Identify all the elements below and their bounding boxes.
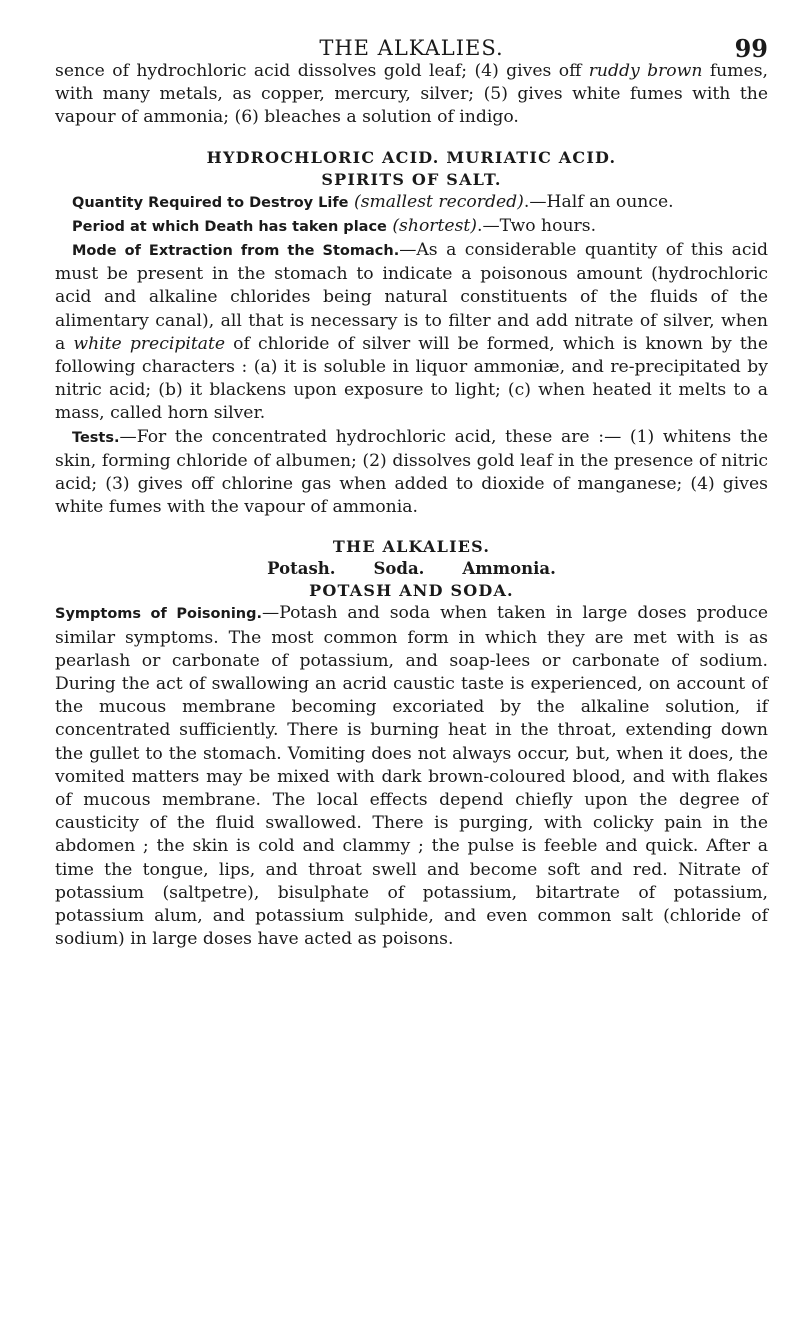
continued-paragraph (55, 60, 768, 130)
period-qualifier: (shortest) (392, 215, 478, 236)
alkali-item: Soda. (373, 559, 425, 579)
quantity-label: Quantity Required to Destroy Life (72, 194, 349, 211)
alkalies-section (55, 536, 768, 602)
period-label: Period at which Death has taken place (72, 218, 387, 235)
symptoms-paragraph (55, 602, 768, 951)
period-paragraph (55, 215, 768, 239)
symptoms-label: Symptoms of Poisoning. (55, 606, 263, 623)
section-subheading-spirits: SPIRITS OF SALT. (321, 169, 502, 189)
section-subheading-potash-soda: POTASH AND SODA. (309, 581, 514, 601)
period-text: .—Two hours. (477, 215, 597, 236)
extraction-text-1: —As a considerable quantity of this acid must be present in the stomach to indicate a poisonous amount (hydrochloric acid and alkaline chlorides being natural constituents of the fluids of the alimentary canal), all that is necessary is to filter and add nitrate of silver, when a (55, 240, 768, 354)
quantity-paragraph (55, 191, 768, 215)
tests-label: Tests. (72, 429, 120, 446)
paragraph-text-pre: sence of hydrochloric acid dissolves gold leaf; (4) gives off (55, 61, 589, 81)
tests-paragraph (55, 426, 768, 520)
tests-text: —For the concentrated hydrochloric acid, these are :— (1) whitens the skin, forming chloride of albumen; (2) dissolves gold leaf in the presence of nitric acid; (3) gives off chlorine gas when added to dioxide of manganese; (4) gives white fumes with the vapour of ammonia. (55, 426, 768, 518)
extraction-text-2: of chloride of silver will be formed, which is known by the following characters : (a) it is soluble in liquor ammoniæ, and re-precipitated by nitric acid; (b) it blackens upon exposure to light; (c) when heated it melts to a mass, called horn silver. (55, 333, 768, 424)
alkali-item: Ammonia. (462, 559, 556, 579)
alkali-item: Potash. (267, 559, 336, 579)
quantity-qualifier: (smallest recorded) (353, 191, 524, 212)
quantity-text: .—Half an ounce. (523, 191, 674, 212)
paragraph-emphasis: ruddy brown (588, 61, 703, 81)
section-heading-hcl: HYDROCHLORIC ACID. MURIATIC ACID. (206, 147, 617, 167)
extraction-label: Mode of Extraction from the Stomach. (72, 243, 400, 260)
running-head (55, 0, 768, 63)
paragraph-text-post: fumes, with many metals, as copper, mercury, silver; (5) gives white fumes with the vapour of ammonia; (6) bleaches a solution of indigo. (55, 61, 769, 128)
running-head-title: THE ALKALIES. (319, 36, 504, 60)
extraction-paragraph (55, 239, 768, 426)
symptoms-text: —Potash and soda when taken in large doses produce similar symptoms. The most common form in which they are met with is as pearlash or carbonate of potassium, and soap-lees or carbonate of sodium. During the act of swallowing an acrid caustic taste is experienced, on account of the mucous membrane becoming excoriated by the alkaline solution, if concentrated sufficiently. There is burning heat in the throat, extending down the gullet to the stomach. Vomiting does not always occur, but, when it does, the vomited matters may be mixed with dark brown-coloured blood, and with flakes of mucous membrane. The local effects depend chiefly upon the degree of causticity of the fluid swallowed. There is purging, with colicky pain in the abdomen ; the skin is cold and clammy ; the pulse is feeble and quick. After a time the tongue, lips, and throat swell and become soft and red. Nitrate of potassium (saltpetre), bisulphate of potassium, bitartrate of potassium, potassium alum, and potassium sulphide, and even common salt (chloride of sodium) in large doses have acted as poisons. (55, 603, 768, 950)
page-number: 99 (734, 34, 768, 63)
extraction-emphasis: white precipitate (73, 333, 226, 354)
alkalies-list (55, 558, 768, 580)
section-heading-alkalies: THE ALKALIES. (332, 537, 491, 557)
